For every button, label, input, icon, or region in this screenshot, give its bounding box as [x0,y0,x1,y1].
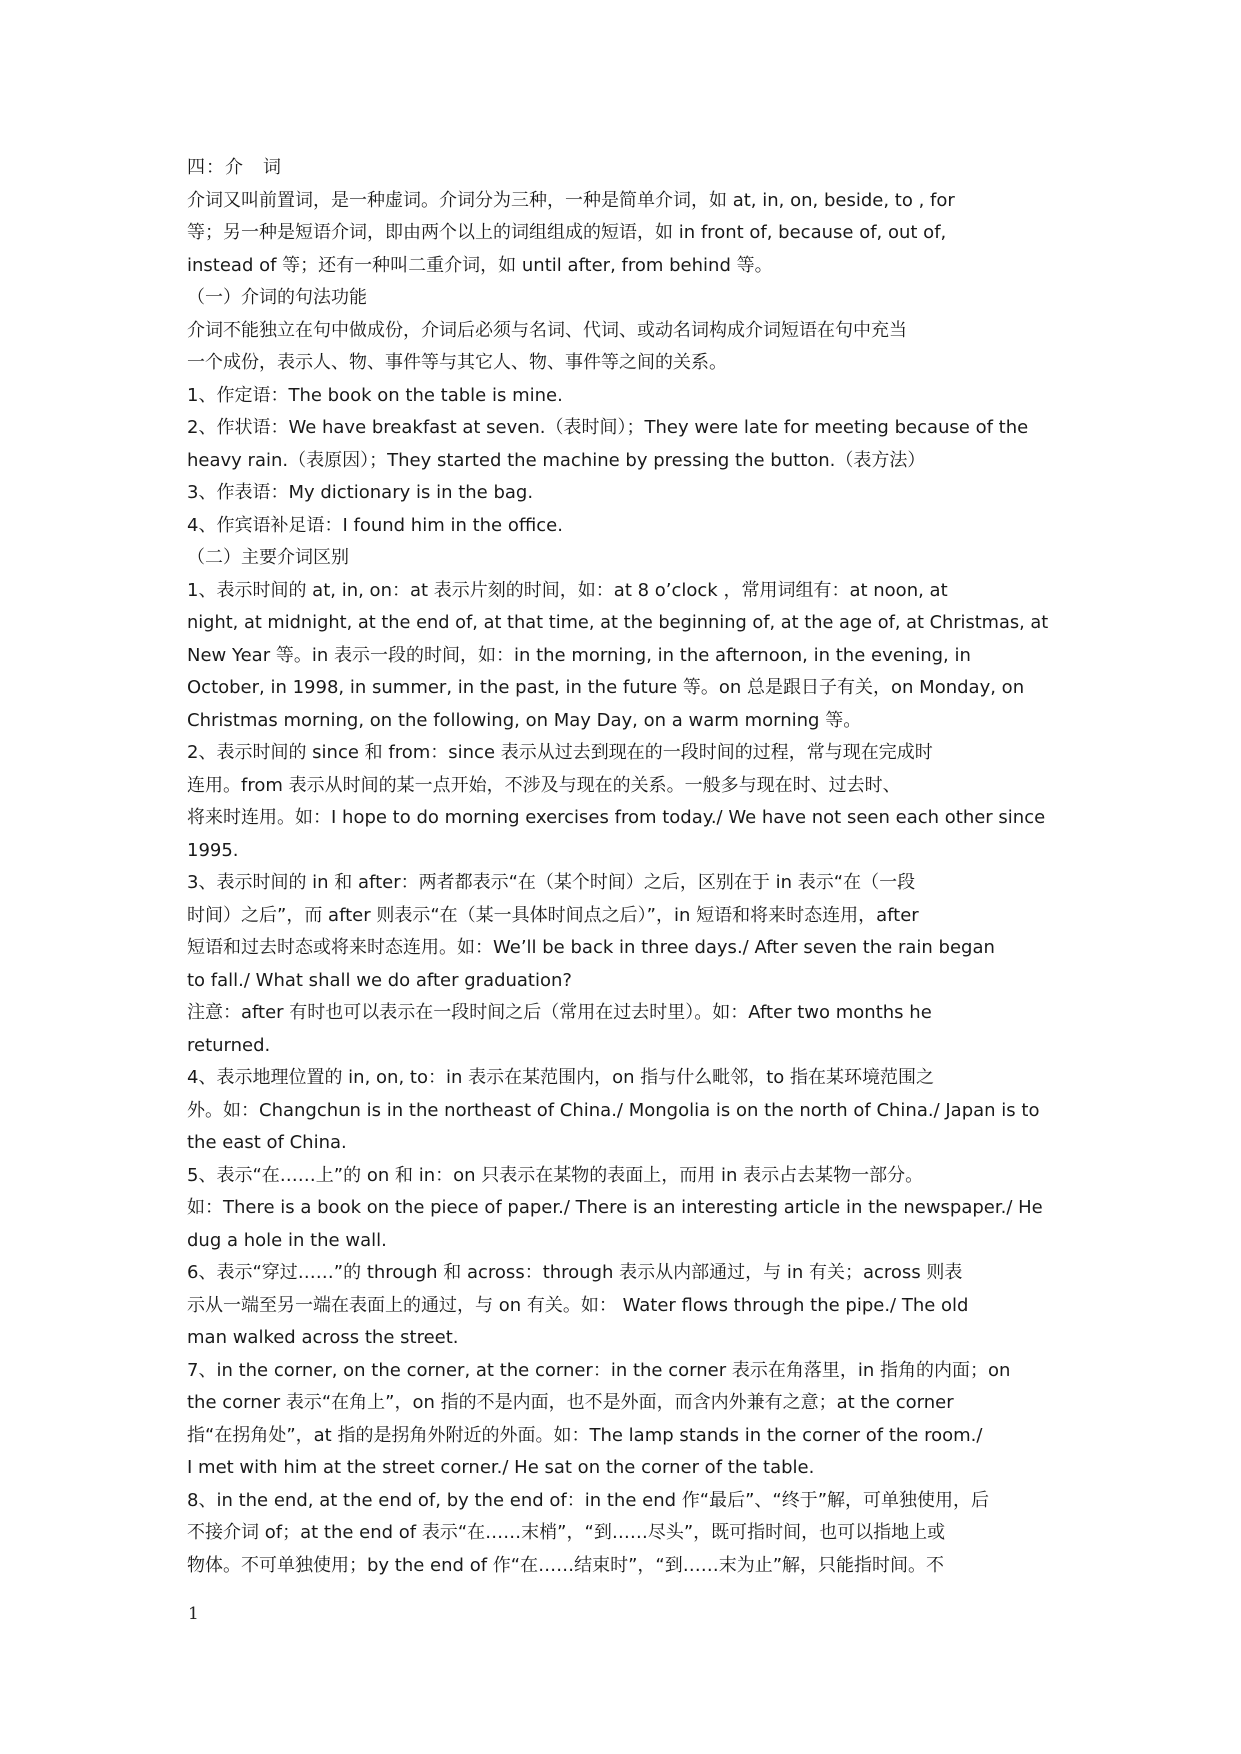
text-line: 1995. [187,839,239,861]
text-line: night, at midnight, at the end of, at that time, at the beginning of, at the age of, at Christmas, at [187,613,1049,633]
text-line: 注意：after 有时也可以表示在一段时间之后（常用在过去时里）。如：After two months he [187,1002,932,1023]
text-line: 介词又叫前置词，是一种虚词。介词分为三种，一种是简单介词，如 at, in, on, beside, to , for [187,189,955,211]
text-line: dug a hole in the wall. [187,1229,387,1251]
text-line: the corner 表示“在角上”，on 指的不是内面，也不是外面，而含内外兼有之意；at the corner [187,1392,954,1413]
text-line: October, in 1998, in summer, in the past, in the future 等。on 总是跟日子有关，on Monday, on [187,677,1025,698]
text-line: 3、作表语：My dictionary is in the bag. [187,482,534,503]
text-line: 1、表示时间的 at, in, on：at 表示片刻的时间，如：at 8 o’clock ，常用词组有：at noon, at [187,579,948,601]
text-line: 一个成份，表示人、物、事件等与其它人、物、事件等之间的关系。 [187,352,727,373]
text-line: 示从一端至另一端在表面上的通过，与 on 有关。如： Water flows through the pipe./ The old [187,1294,969,1316]
text-line: 短语和过去时态或将来时态连用。如：We’ll be back in three days./ After seven the rain began [187,937,995,958]
text-line: 4、作宾语补足语：I found him in the office. [187,514,563,536]
text-line: 介词不能独立在句中做成份，介词后必须与名词、代词、或动名词构成介词短语在句中充当 [187,319,907,341]
text-line: 将来时连用。如：I hope to do morning exercises from today./ We have not seen each other since [187,807,1046,828]
text-line: 等；另一种是短语介词，即由两个以上的词组组成的短语，如 in front of, because of, out of, [187,222,947,243]
text-line: 如：There is a book on the piece of paper./ There is an interesting article in the newspaper./ He [187,1197,1043,1218]
text-line: heavy rain.（表原因）；They started the machine by pressing the button.（表方法） [187,449,926,471]
text-line: instead of 等；还有一种叫二重介词，如 until after, from behind 等。 [187,254,773,276]
text-line: 4、表示地理位置的 in, on, to：in 表示在某范围内，on 指与什么毗邻，to 指在某环境范围之 [187,1067,935,1088]
subheading: （一）介词的句法功能 [187,287,367,308]
text-line: the east of China. [187,1132,347,1153]
text-line: 8、in the end, at the end of, by the end of：in the end 作“最后”、“终于”解，可单独使用，后 [187,1489,990,1511]
text-line: 2、表示时间的 since 和 from：since 表示从过去到现在的一段时间的过程，常与现在完成时 [187,742,933,763]
text-line: returned. [187,1034,271,1056]
text-line: 3、表示时间的 in 和 after：两者都表示“在（某个时间）之后，区别在于 in 表示“在（一段 [187,872,916,893]
text-line: man walked across the street. [187,1327,459,1348]
text-line: 连用。from 表示从时间的某一点开始，不涉及与现在的关系。一般多与现在时、过去时、 [187,774,901,796]
subheading: （二）主要介词区别 [187,547,349,568]
document-body [187,152,1055,1582]
section-title: 四：介 词 [187,157,282,178]
text-line: 7、in the corner, on the corner, at the corner：in the corner 表示在角落里，in 指角的内面；on [187,1359,1011,1381]
text-line: 5、表示“在……上”的 on 和 in：on 只表示在某物的表面上，而用 in 表示占去某物一部分。 [187,1164,924,1186]
text-line: Christmas morning, on the following, on May Day, on a warm morning 等。 [187,709,862,731]
text-line: 2、作状语：We have breakfast at seven.（表时间）；They were late for meeting because of the [187,417,1029,438]
text-line: to fall./ What shall we do after graduation? [187,969,572,991]
text-line: I met with him at the street corner./ He sat on the corner of the table. [187,1457,815,1478]
text-line: 1、作定语：The book on the table is mine. [187,384,563,406]
page-number: 1 [188,1604,199,1624]
text-line: 物体。不可单独使用；by the end of 作“在……结束时”，“到……末为止”解，只能指时间。不 [187,1554,945,1576]
text-line: New Year 等。in 表示一段的时间，如：in the morning, in the afternoon, in the evening, in [187,644,971,666]
text-line: 不接介词 of；at the end of 表示“在……末梢”，“到……尽头”，既可指时间，也可以指地上或 [187,1522,946,1543]
text-line: 指“在拐角处”，at 指的是拐角外附近的外面。如：The lamp stands in the corner of the room./ [187,1424,983,1446]
text-line: 外。如：Changchun is in the northeast of China./ Mongolia is on the north of China./ Japan is to [187,1099,1040,1121]
text-line: 时间）之后”，而 after 则表示“在（某一具体时间点之后）”，in 短语和将来时态连用，after [187,904,919,926]
text-line: 6、表示“穿过……”的 through 和 across：through 表示从内部通过，与 in 有关；across 则表 [187,1262,963,1283]
